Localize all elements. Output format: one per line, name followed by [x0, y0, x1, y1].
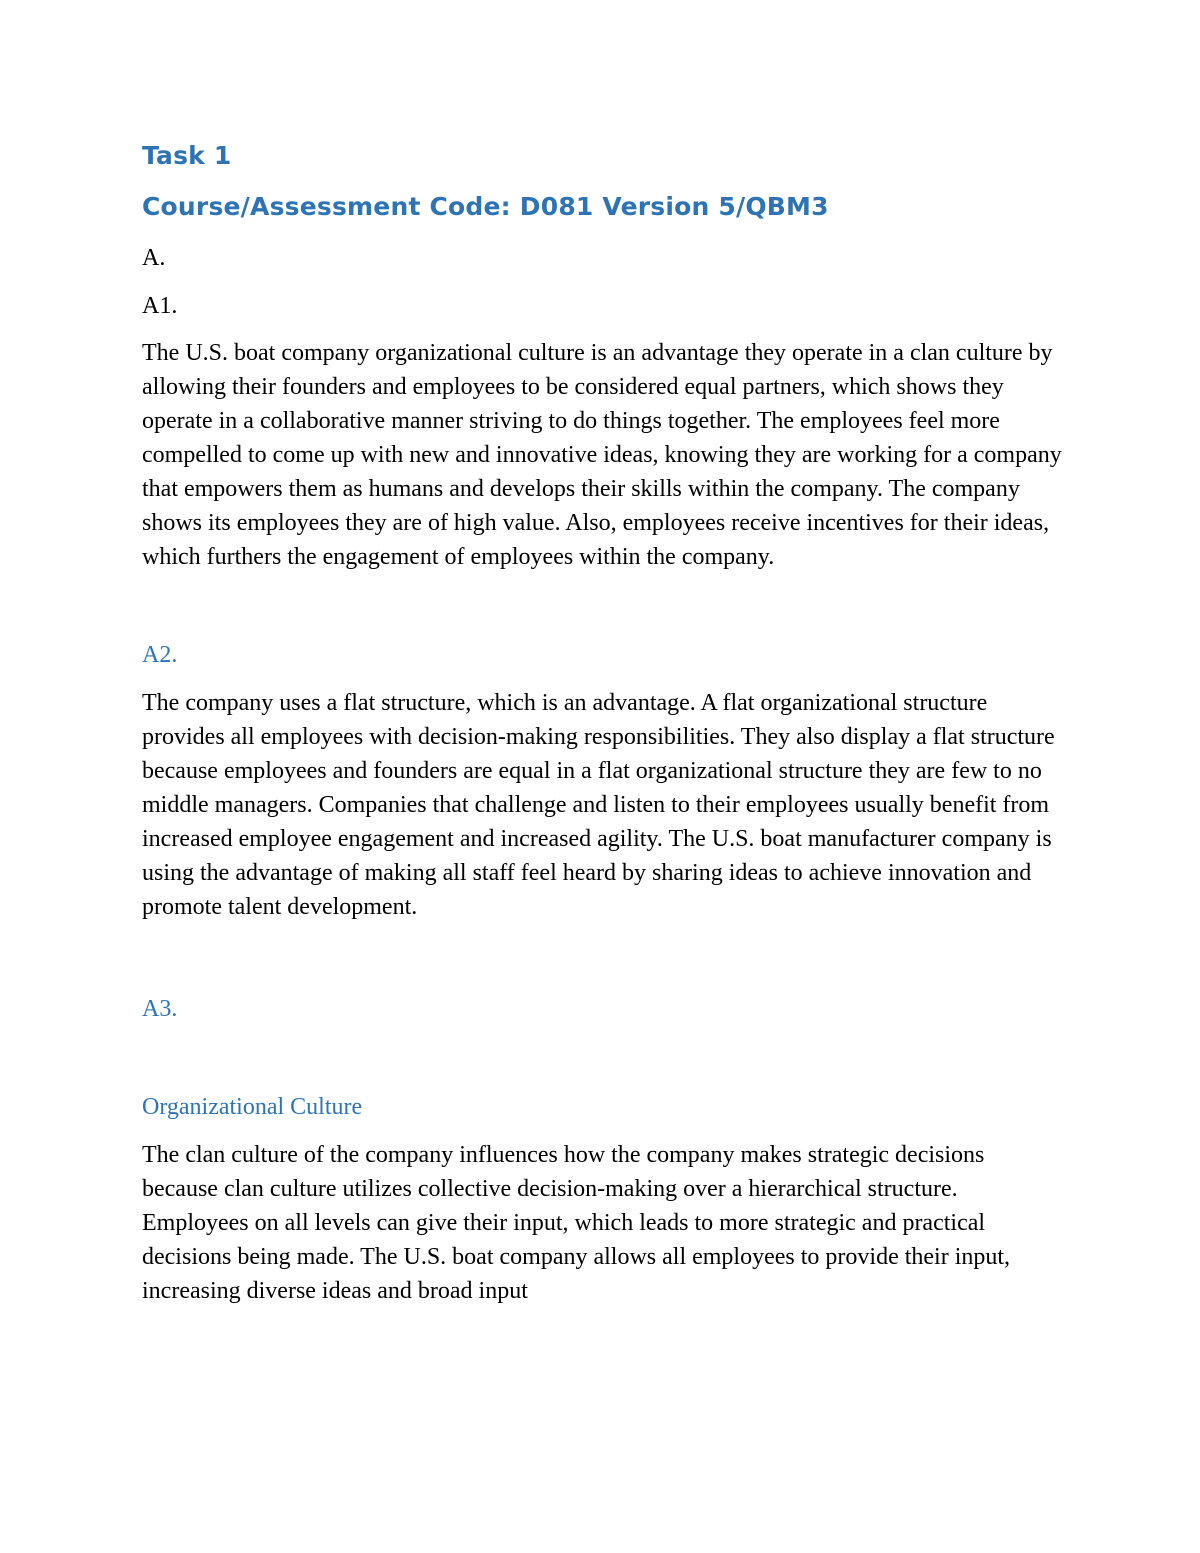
organizational-culture-subheading: Organizational Culture: [142, 1094, 363, 1120]
spacer: [142, 323, 1062, 336]
spacer: [142, 672, 1062, 686]
course-code-heading: Course/Assessment Code: D081 Version 5/QBM3: [142, 192, 829, 221]
section-a3-label: A3.: [142, 996, 178, 1022]
spacer: [142, 574, 1062, 638]
a1-paragraph: The U.S. boat company organizational culture is an advantage they operate in a clan culture by allowing their founders and employees to be considered equal partners, which shows they operate in a collaborative manner striving to do things together. The employees feel more compelled to come up with new and innovative ideas, knowing they are working for a company that empowers them as humans and develops their skills within the company. The company shows its employees they are of high value. Also, employees receive incentives for their ideas, which furthers the engagement of employees within the company.: [142, 340, 1062, 570]
spacer: [142, 924, 1062, 992]
section-a2-label: A2.: [142, 642, 178, 668]
spacer: [142, 1026, 1062, 1090]
document-content: [142, 140, 1062, 1308]
spacer: [142, 1124, 1062, 1138]
section-a-label: A.: [142, 245, 166, 271]
org-culture-paragraph: The clan culture of the company influences how the company makes strategic decisions because clan culture utilizes collective decision-making over a hierarchical structure. Employees on all levels can give their input, which leads to more strategic and practical decisions being made. The U.S. boat company allows all employees to provide their input, increasing diverse ideas and broad input: [142, 1142, 1011, 1304]
a2-paragraph: The company uses a flat structure, which is an advantage. A flat organizational structure provides all employees with decision-making responsibilities. They also display a flat structure because employees and founders are equal in a flat organizational structure they are few to no middle managers. Companies that challenge and listen to their employees usually benefit from increased employee engagement and increased agility. The U.S. boat manufacturer company is using the advantage of making all staff feel heard by sharing ideas to achieve innovation and promote talent development.: [142, 690, 1055, 920]
document-title: Task 1: [142, 141, 232, 170]
section-a1-label: A1.: [142, 293, 178, 319]
